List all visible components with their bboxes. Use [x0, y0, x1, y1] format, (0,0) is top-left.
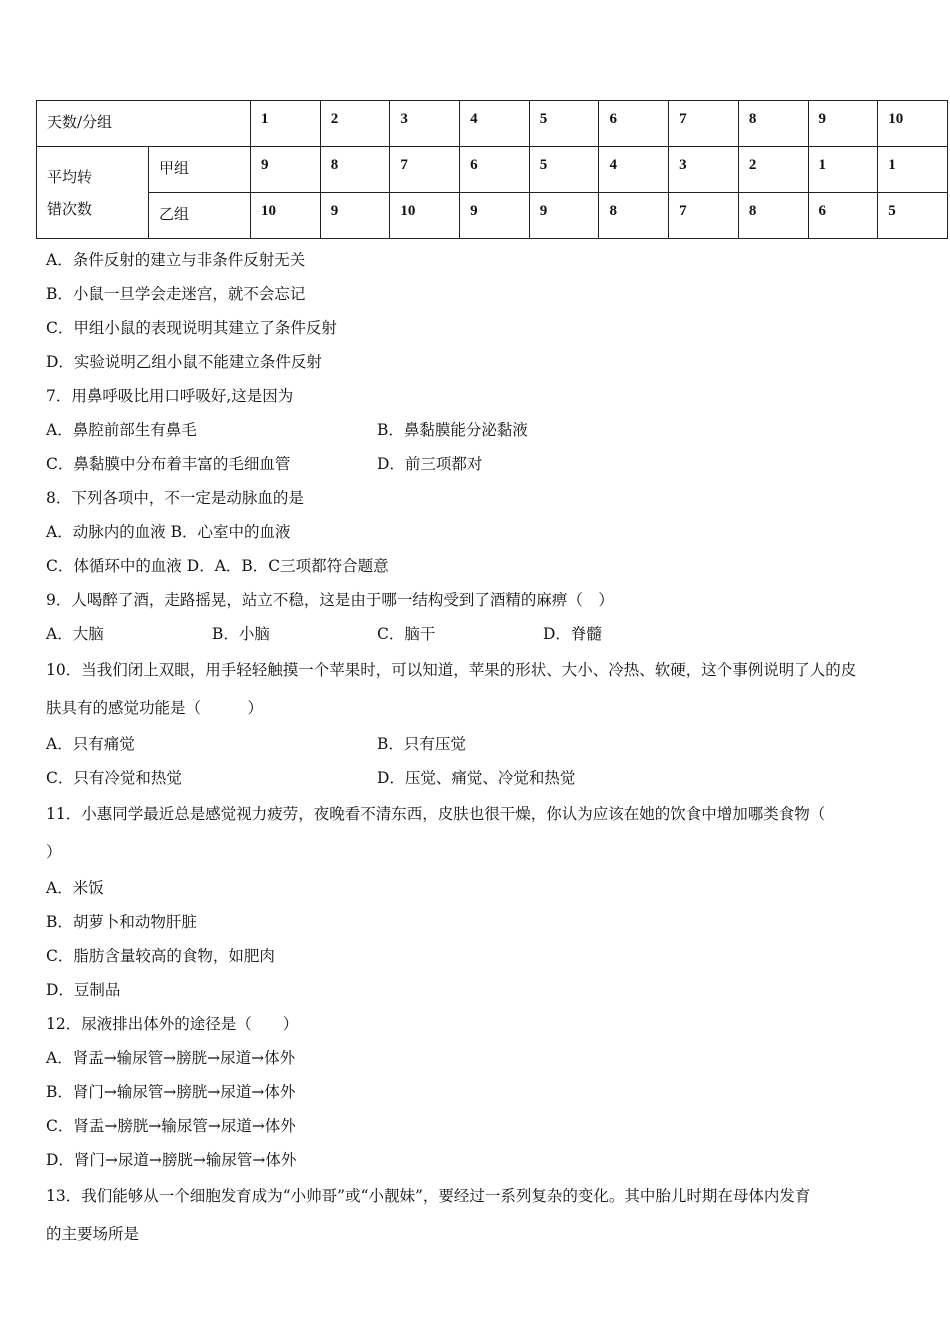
q10-stem-line-2: 肤具有的感觉功能是（ ）: [46, 699, 264, 717]
group-b-value: 6: [808, 193, 878, 239]
q13-stem-line-1: 13．我们能够从一个细胞发育成为“小帅哥”或“小靓妹”，要经过一系列复杂的变化。其中胎儿时期在母体内发育: [46, 1187, 811, 1205]
data-table: [36, 100, 948, 239]
q10-option-c: C．只有冷觉和热觉: [46, 769, 182, 787]
q10-option-d: D．压觉、痛觉、冷觉和热觉: [377, 769, 576, 787]
row-group-label-line-1: 平均转: [47, 167, 93, 186]
day-cell: 6: [599, 101, 669, 147]
q11-option-b: B．胡萝卜和动物肝脏: [46, 913, 197, 931]
group-b-value: 9: [529, 193, 599, 239]
group-a-value: 9: [251, 147, 321, 193]
q12-option-b: B．肾门→输尿管→膀胱→尿道→体外: [46, 1083, 296, 1101]
q10-options-row-2: [46, 761, 916, 795]
q12-option-c: C．肾盂→膀胱→输尿管→尿道→体外: [46, 1117, 296, 1135]
q7-option-c: C．鼻黏膜中分布着丰富的毛细血管: [46, 455, 291, 473]
group-b-value: 10: [251, 193, 321, 239]
header-label: 天数/分组: [37, 101, 251, 147]
group-a-value: 2: [738, 147, 808, 193]
q10-option-b: B．只有压觉: [377, 735, 466, 753]
day-cell: 2: [320, 101, 390, 147]
q12-option-a: A．肾盂→输尿管→膀胱→尿道→体外: [46, 1049, 296, 1067]
group-b-value: 7: [669, 193, 739, 239]
day-cell: 7: [669, 101, 739, 147]
q7-option-d: D．前三项都对: [377, 455, 483, 473]
q9-stem: 9．人喝醉了酒，走路摇晃，站立不稳，这是由于哪一结构受到了酒精的麻痹（ ）: [46, 591, 614, 609]
q13-stem-line-2: 的主要场所是: [46, 1225, 140, 1243]
group-a-value: 8: [320, 147, 390, 193]
q8-stem: 8．下列各项中，不一定是动脉血的是: [46, 489, 304, 507]
table-row-group-a: [37, 147, 948, 193]
q11-stem-line-1: 11．小惠同学最近总是感觉视力疲劳，夜晚看不清东西，皮肤也很干燥，你认为应该在她的饮食中增加哪类食物（: [46, 805, 826, 823]
q9-option-b: B．小脑: [212, 625, 270, 643]
q11-option-a: A．米饭: [46, 879, 104, 897]
q6-option-a: A．条件反射的建立与非条件反射无关: [46, 251, 306, 269]
q8-options-cd: C．体循环中的血液 D．A．B．C三项都符合题意: [46, 557, 389, 575]
q10-options-row-1: [46, 727, 916, 761]
q11-stem-line-2: ）: [46, 843, 62, 861]
group-a-value: 1: [808, 147, 878, 193]
table-header-row: [37, 101, 948, 147]
q9-options: [46, 617, 916, 651]
day-cell: 1: [251, 101, 321, 147]
day-cell: 4: [460, 101, 530, 147]
day-cell: 5: [529, 101, 599, 147]
group-a-value: 1: [878, 147, 948, 193]
q8-options-ab: A．动脉内的血液 B．心室中的血液: [46, 523, 291, 541]
group-b-value: 5: [878, 193, 948, 239]
q12-option-d: D．肾门→尿道→膀胱→输尿管→体外: [46, 1151, 297, 1169]
day-cell: 8: [738, 101, 808, 147]
group-a-name: 甲组: [149, 147, 251, 193]
table-row-group-b: [37, 193, 948, 239]
group-b-value: 9: [460, 193, 530, 239]
row-group-label-line-2: 错次数: [47, 199, 93, 218]
group-a-value: 3: [669, 147, 739, 193]
group-a-value: 5: [529, 147, 599, 193]
group-a-value: 4: [599, 147, 669, 193]
q10-option-a: A．只有痛觉: [46, 735, 135, 753]
q7-stem: 7．用鼻呼吸比用口呼吸好,这是因为: [46, 387, 294, 405]
q9-option-a: A．大脑: [46, 625, 104, 643]
q6-option-c: C．甲组小鼠的表现说明其建立了条件反射: [46, 319, 337, 337]
day-cell: 9: [808, 101, 878, 147]
group-b-value: 8: [738, 193, 808, 239]
q7-options-row-2: [46, 447, 916, 481]
question-content: [46, 243, 916, 1253]
day-cell: 10: [878, 101, 948, 147]
q11-option-c: C．脂肪含量较高的食物，如肥肉: [46, 947, 275, 965]
q6-option-d: D．实验说明乙组小鼠不能建立条件反射: [46, 353, 322, 371]
group-b-name: 乙组: [149, 193, 251, 239]
q7-option-b: B．鼻黏膜能分泌黏液: [377, 421, 528, 439]
group-b-value: 10: [390, 193, 460, 239]
q11-option-d: D．豆制品: [46, 981, 121, 999]
day-cell: 3: [390, 101, 460, 147]
q10-stem-line-1: 10．当我们闭上双眼，用手轻轻触摸一个苹果时，可以知道，苹果的形状、大小、冷热、软硬，这个事例说明了人的皮: [46, 661, 857, 679]
group-a-value: 7: [390, 147, 460, 193]
q12-stem: 12．尿液排出体外的途径是（ ）: [46, 1015, 299, 1033]
q7-options-row-1: [46, 413, 916, 447]
q7-option-a: A．鼻腔前部生有鼻毛: [46, 421, 197, 439]
q9-option-c: C．脑干: [377, 625, 436, 643]
group-b-value: 9: [320, 193, 390, 239]
group-a-value: 6: [460, 147, 530, 193]
group-b-value: 8: [599, 193, 669, 239]
row-group-label: [37, 147, 149, 239]
q6-option-b: B．小鼠一旦学会走迷宫，就不会忘记: [46, 285, 306, 303]
q9-option-d: D．脊髓: [543, 625, 602, 643]
